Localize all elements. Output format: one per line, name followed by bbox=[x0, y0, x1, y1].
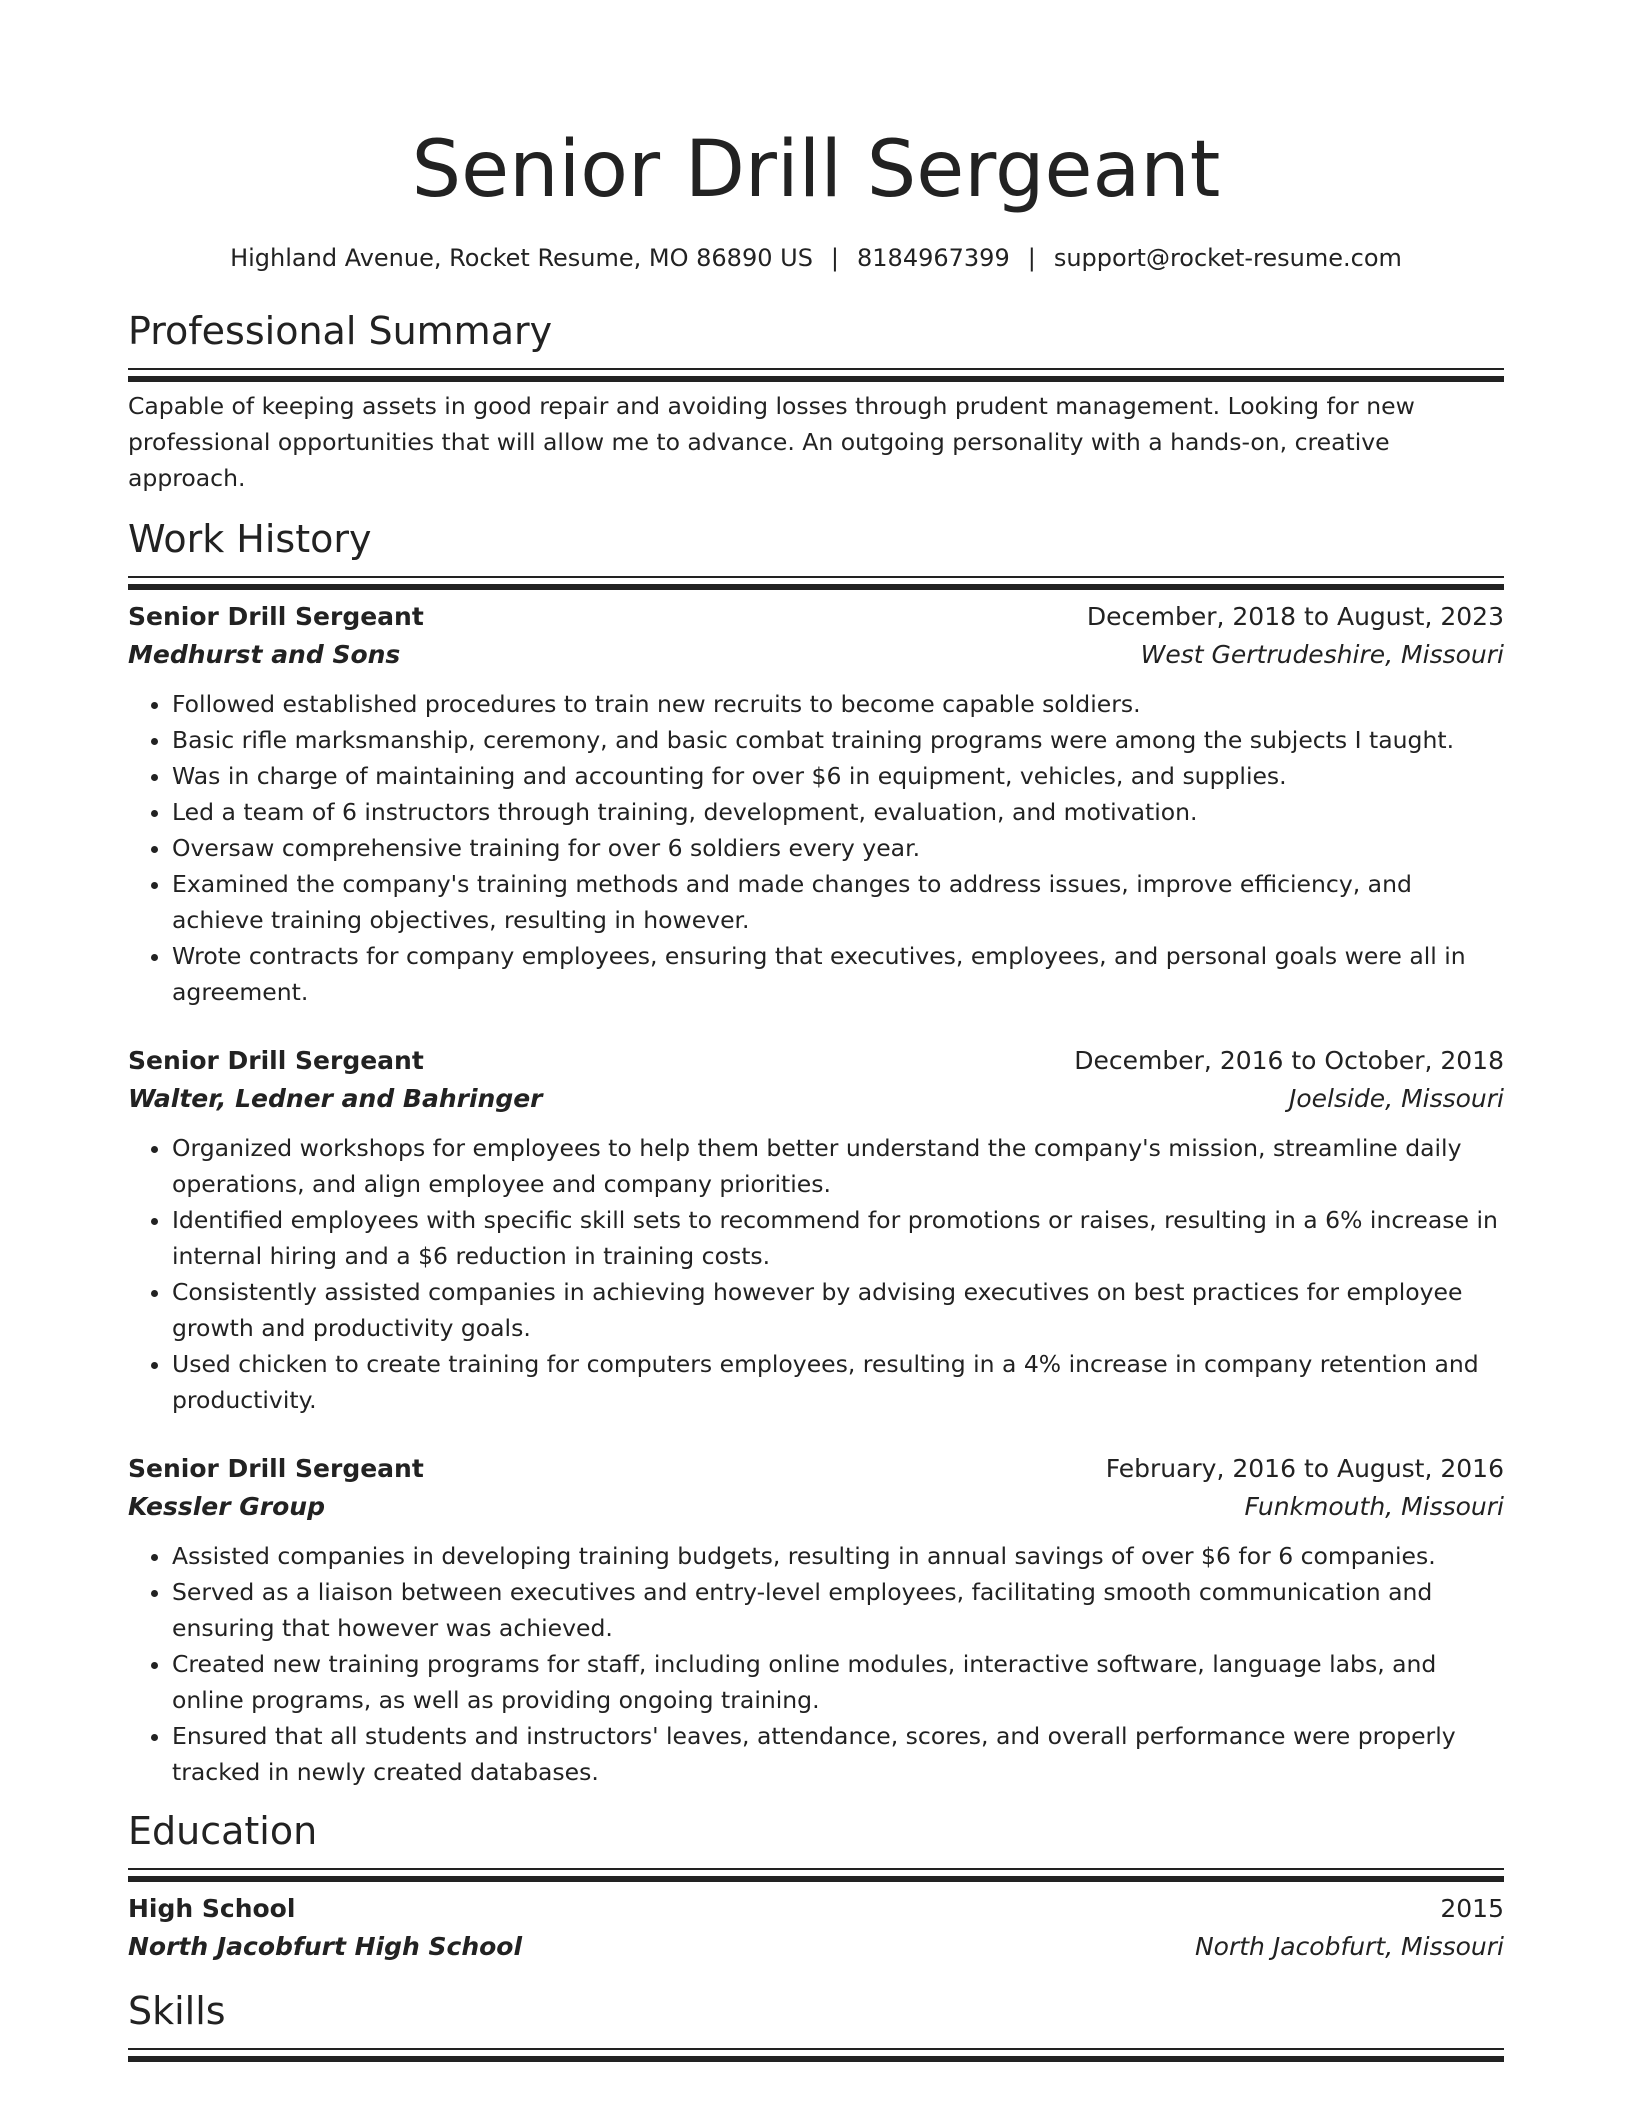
contact-line bbox=[128, 242, 1504, 274]
list-item: • Wrote contracts for company employees, ensuring that executives, employees, and personal goals were all in agreement. bbox=[172, 938, 1504, 1010]
job-dates: February, 2016 to August, 2016 bbox=[1105, 1454, 1504, 1483]
job-entry bbox=[128, 1450, 1504, 1790]
job-bullets bbox=[128, 1130, 1504, 1418]
section-divider bbox=[128, 2048, 1504, 2050]
company-name: Walter, Ledner and Bahringer bbox=[128, 1084, 543, 1113]
skills-section bbox=[128, 1988, 1504, 2050]
job-entry bbox=[128, 1042, 1504, 1418]
list-item: • Consistently assisted companies in achieving however by advising executives on best practices for employee growth and productivity goals. bbox=[172, 1274, 1504, 1346]
section-divider bbox=[128, 368, 1504, 370]
job-location: Joelside, Missouri bbox=[1288, 1084, 1504, 1113]
job-bullets bbox=[128, 686, 1504, 1010]
list-item: • Used chicken to create training for computers employees, resulting in a 4% increase in company retention and productivity. bbox=[172, 1346, 1504, 1418]
job-bullets bbox=[128, 1538, 1504, 1790]
school-location: North Jacobfurt, Missouri bbox=[1194, 1932, 1504, 1961]
company-name: Kessler Group bbox=[128, 1492, 325, 1521]
contact-separator: | bbox=[830, 244, 840, 272]
section-title-skills: Skills bbox=[128, 1989, 226, 2033]
job-title: Senior Drill Sergeant bbox=[128, 1046, 424, 1075]
section-title-education: Education bbox=[128, 1809, 318, 1853]
work-history-section bbox=[128, 516, 1504, 1790]
candidate-name: Senior Drill Sergeant bbox=[411, 125, 1221, 215]
list-item: • Led a team of 6 instructors through training, development, evaluation, and motivation. bbox=[172, 794, 1504, 830]
contact-phone: 8184967399 bbox=[857, 244, 1010, 272]
job-dates: December, 2018 to August, 2023 bbox=[1086, 602, 1504, 631]
list-item: • Examined the company's training methods and made changes to address issues, improve efficiency, and achieve training objectives, resulting in however. bbox=[172, 866, 1504, 938]
section-title-summary: Professional Summary bbox=[128, 309, 553, 353]
list-item: • Was in charge of maintaining and accounting for over $6 in equipment, vehicles, and supplies. bbox=[172, 758, 1504, 794]
list-item: • Ensured that all students and instructors' leaves, attendance, scores, and overall performance were properly tracked in newly created databases. bbox=[172, 1718, 1504, 1790]
list-item: • Identified employees with specific skill sets to recommend for promotions or raises, resulting in a 6% increase in internal hiring and a $6 reduction in training costs. bbox=[172, 1202, 1504, 1274]
section-divider bbox=[128, 1868, 1504, 1870]
contact-email: support@rocket-resume.com bbox=[1053, 244, 1402, 272]
list-item: • Created new training programs for staff, including online modules, interactive software, language labs, and online programs, as well as providing ongoing training. bbox=[172, 1646, 1504, 1718]
job-location: West Gertrudeshire, Missouri bbox=[1140, 640, 1504, 669]
list-item: • Oversaw comprehensive training for over 6 soldiers every year. bbox=[172, 830, 1504, 866]
resume-page bbox=[128, 0, 1504, 2050]
degree-name: High School bbox=[128, 1894, 296, 1923]
summary-text: Capable of keeping assets in good repair and avoiding losses through prudent management. Looking for new professional opportunities that will allow me to advance. An outgoing personality with a hands-on, creative approach. bbox=[128, 392, 1415, 492]
job-entry bbox=[128, 598, 1504, 1010]
list-item: • Organized workshops for employees to help them better understand the company's mission, streamline daily operations, and align employee and company priorities. bbox=[172, 1130, 1504, 1202]
contact-separator: | bbox=[1027, 244, 1036, 272]
list-item: • Assisted companies in developing training budgets, resulting in annual savings of over $6 for 6 companies. bbox=[172, 1538, 1504, 1574]
section-title-work: Work History bbox=[128, 517, 372, 561]
education-section bbox=[128, 1808, 1504, 1966]
school-name: North Jacobfurt High School bbox=[128, 1932, 523, 1961]
section-divider bbox=[128, 576, 1504, 578]
contact-address: Highland Avenue, Rocket Resume, MO 86890 US bbox=[230, 244, 813, 272]
list-item: • Followed established procedures to train new recruits to become capable soldiers. bbox=[172, 686, 1504, 722]
education-year: 2015 bbox=[1440, 1894, 1504, 1923]
job-title: Senior Drill Sergeant bbox=[128, 602, 424, 631]
job-location: Funkmouth, Missouri bbox=[1244, 1492, 1504, 1521]
job-title: Senior Drill Sergeant bbox=[128, 1454, 424, 1483]
summary-section bbox=[128, 308, 1504, 496]
list-item: • Basic rifle marksmanship, ceremony, and basic combat training programs were among the subjects I taught. bbox=[172, 722, 1504, 758]
job-dates: December, 2016 to October, 2018 bbox=[1074, 1046, 1504, 1075]
list-item: • Served as a liaison between executives and entry-level employees, facilitating smooth communication and ensuring that however was achieved. bbox=[172, 1574, 1504, 1646]
company-name: Medhurst and Sons bbox=[128, 640, 401, 669]
